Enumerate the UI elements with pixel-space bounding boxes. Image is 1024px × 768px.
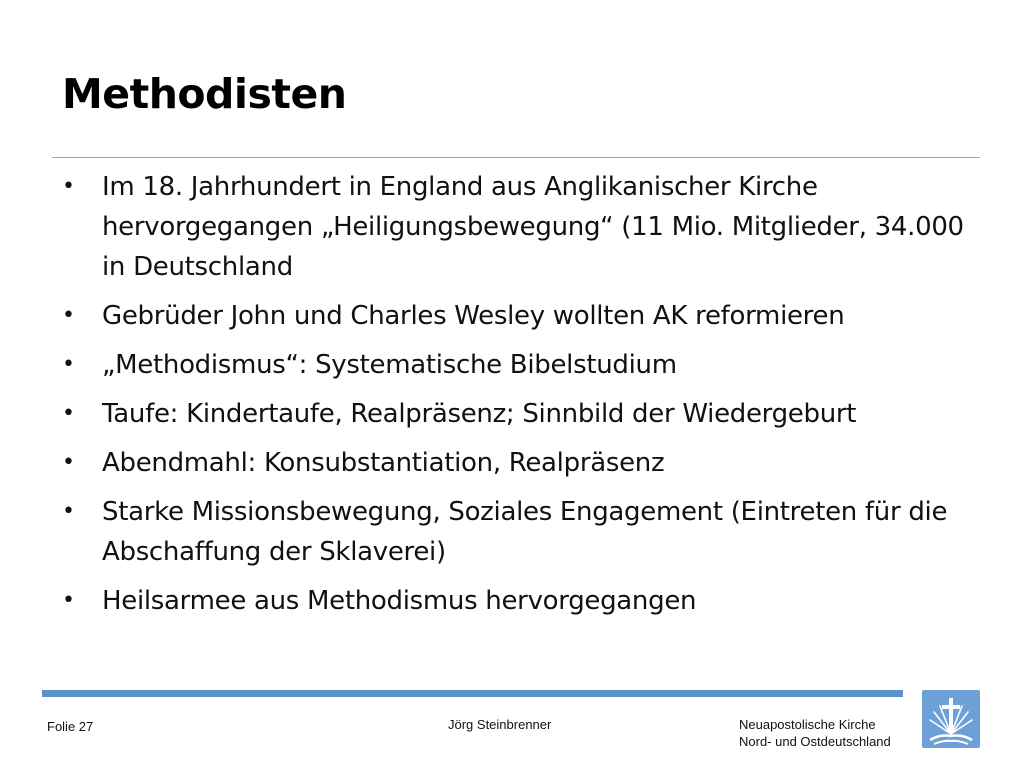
title-divider [52, 157, 980, 158]
bullet-item [62, 443, 972, 483]
bullet-list [62, 167, 972, 630]
footer-author: Jörg Steinbrenner [448, 717, 552, 732]
bullet-item [62, 296, 972, 336]
bullet-item [62, 492, 972, 572]
bullet-icon: • [62, 352, 75, 377]
bullet-text: „Methodismus“: Systematische Bibelstudium [102, 350, 677, 380]
bullet-icon: • [62, 588, 75, 613]
bullet-text: Abendmahl: Konsubstantiation, Realpräsenz [102, 448, 665, 478]
slide-title: Methodisten [62, 70, 347, 118]
cross-sunrise-logo-icon [922, 690, 980, 748]
bullet-item [62, 167, 972, 287]
bullet-text: Starke Missionsbewegung, Soziales Engagement (Eintreten für die Abschaffung der Sklaverei) [102, 497, 948, 567]
footer-accent-bar [42, 690, 903, 697]
bullet-item [62, 345, 972, 385]
slide-number: Folie 27 [47, 719, 94, 734]
bullet-icon: • [62, 401, 75, 426]
footer-organization [739, 716, 891, 750]
bullet-text: Gebrüder John und Charles Wesley wollten AK reformieren [102, 301, 845, 331]
bullet-icon: • [62, 499, 75, 524]
bullet-text: Im 18. Jahrhundert in England aus Anglikanischer Kirche hervorgegangen „Heiligungsbewegung“ (11 Mio. Mitglieder, 34.000 in Deutschland [102, 172, 964, 282]
bullet-icon: • [62, 174, 75, 199]
bullet-icon: • [62, 303, 75, 328]
bullet-text: Heilsarmee aus Methodismus hervorgegangen [102, 586, 697, 616]
bullet-icon: • [62, 450, 75, 475]
bullet-text: Taufe: Kindertaufe, Realpräsenz; Sinnbild der Wiedergeburt [102, 399, 857, 429]
bullet-item [62, 394, 972, 434]
org-line-1: Neuapostolische Kirche [739, 717, 876, 732]
org-line-2: Nord- und Ostdeutschland [739, 734, 891, 749]
bullet-item [62, 581, 972, 621]
